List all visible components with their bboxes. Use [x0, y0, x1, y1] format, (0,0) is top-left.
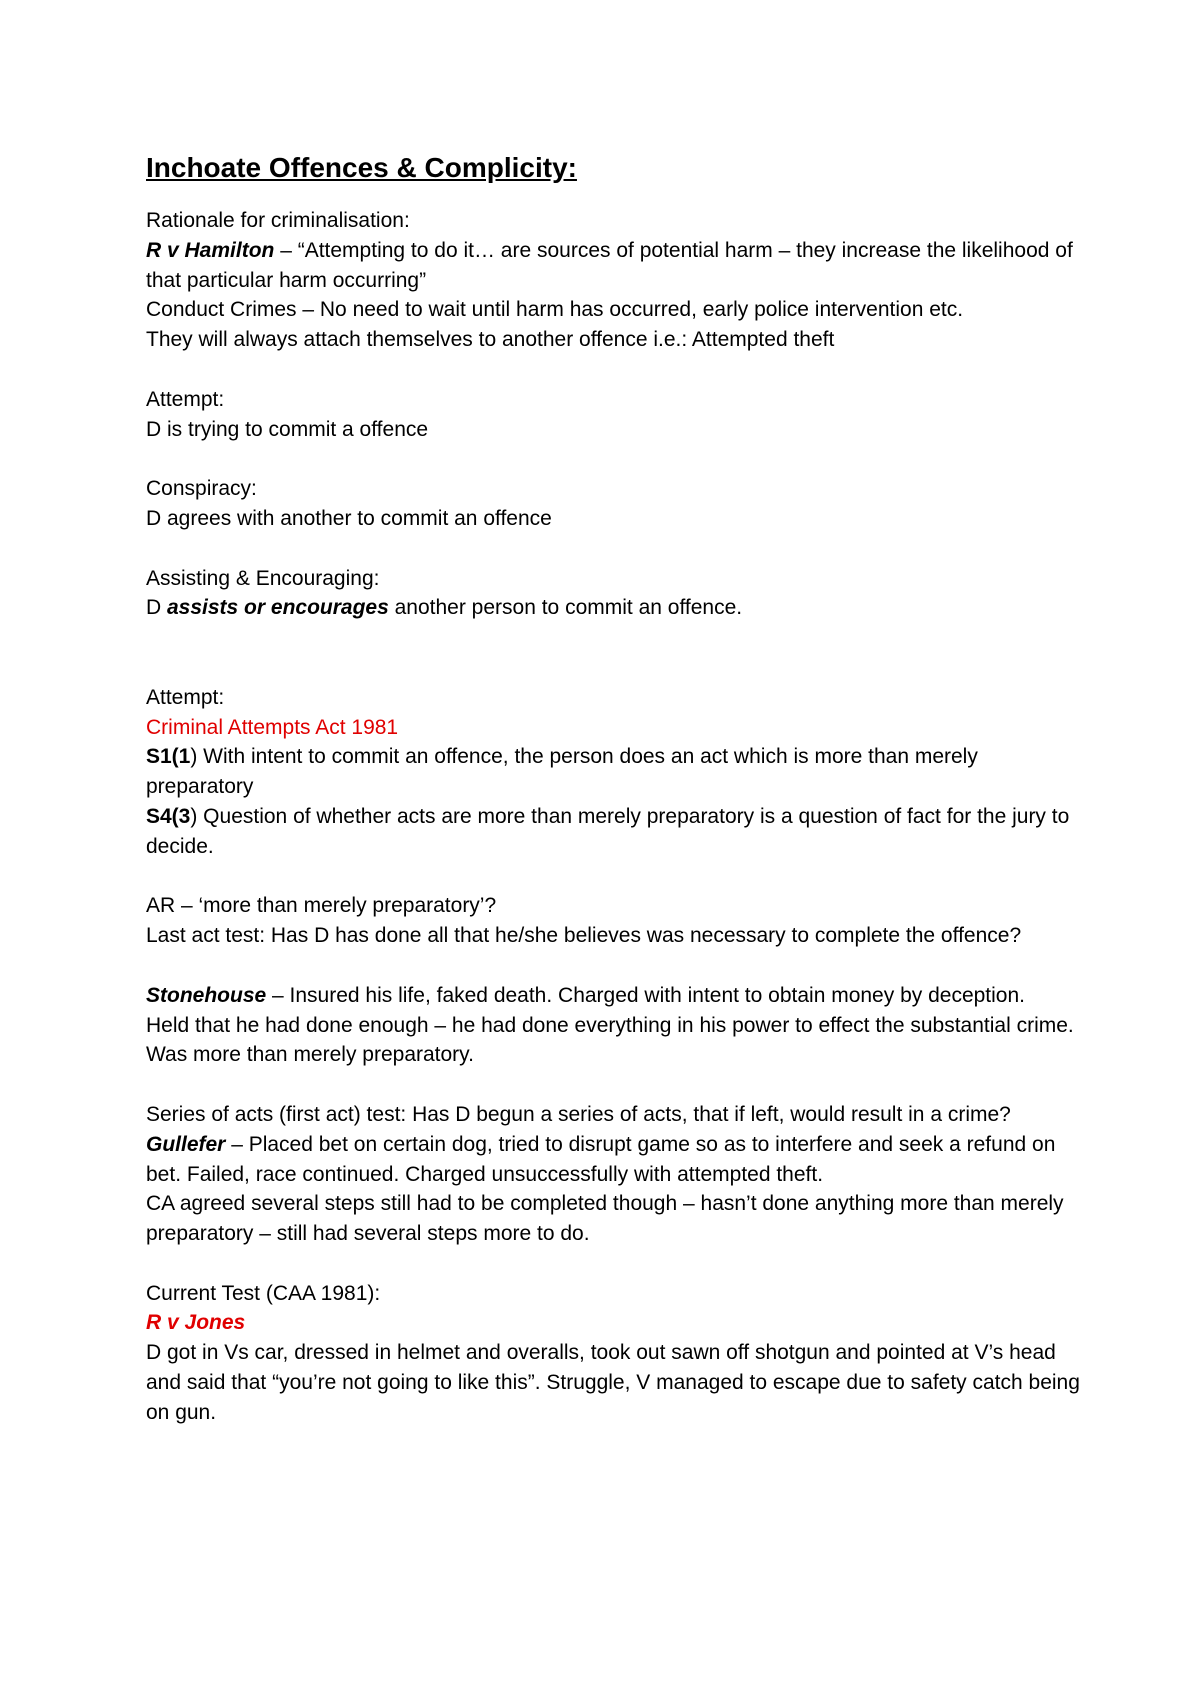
- s4-paragraph: [146, 802, 1086, 862]
- gullefer-case-name: Gullefer: [146, 1132, 226, 1156]
- jones-case-name: R v Jones: [146, 1311, 246, 1335]
- ar-heading: AR – ‘more than merely preparatory’?: [146, 894, 497, 918]
- attempt-intro-text: D is trying to commit a offence: [146, 417, 429, 441]
- assisting-heading: Assisting & Encouraging:: [146, 566, 380, 590]
- last-act-test: Last act test: Has D has done all that he/she believes was necessary to complete the offence?: [146, 924, 1022, 948]
- s1-text: ) With intent to commit an offence, the person does an act which is more than merely preparatory: [146, 745, 978, 799]
- assisting-suffix: another person to commit an offence.: [388, 596, 743, 620]
- stonehouse-case-name: Stonehouse: [146, 983, 267, 1007]
- s4-label: S4(3: [146, 804, 191, 828]
- stonehouse-paragraph: [146, 981, 1086, 1011]
- hamilton-case-name: R v Hamilton: [146, 238, 275, 262]
- document-page: [146, 150, 1086, 1428]
- s1-label: S1(1: [146, 745, 191, 769]
- conspiracy-heading: Conspiracy:: [146, 477, 257, 501]
- document-title: Inchoate Offences & Complicity:: [146, 152, 577, 183]
- attempt-heading: Attempt:: [146, 685, 225, 709]
- spacer: [146, 862, 1086, 892]
- conduct-crimes-text: Conduct Crimes – No need to wait until harm has occurred, early police intervention etc.: [146, 298, 964, 322]
- attempt-intro-heading: Attempt:: [146, 387, 225, 411]
- assisting-prefix: D: [146, 596, 167, 620]
- rationale-heading: Rationale for criminalisation:: [146, 209, 410, 232]
- spacer: [146, 444, 1086, 474]
- conspiracy-text: D agrees with another to commit an offence: [146, 506, 552, 530]
- spacer: [146, 623, 1086, 683]
- spacer: [146, 1070, 1086, 1100]
- spacer: [146, 534, 1086, 564]
- series-test: Series of acts (first act) test: Has D begun a series of acts, that if left, would result in a crime?: [146, 1102, 1011, 1126]
- spacer: [146, 951, 1086, 981]
- current-test-heading: Current Test (CAA 1981):: [146, 1281, 381, 1305]
- s4-text: ) Question of whether acts are more than merely preparatory is a question of fact for the jury to decide.: [146, 804, 1070, 858]
- s1-paragraph: [146, 742, 1086, 802]
- gullefer-text: – Placed bet on certain dog, tried to disrupt game so as to interfere and seek a refund on bet. Failed, race continued. Charged unsuccessfully with attempted theft.: [146, 1132, 1056, 1186]
- stonehouse-text: – Insured his life, faked death. Charged with intent to obtain money by deception.: [266, 983, 1025, 1007]
- assisting-paragraph: [146, 593, 1086, 623]
- act-title: Criminal Attempts Act 1981: [146, 715, 399, 739]
- gullefer-paragraph: [146, 1130, 1086, 1190]
- ca-agreed-text: CA agreed several steps still had to be completed though – hasn’t done anything more than merely preparatory – still had several steps more to do.: [146, 1192, 1064, 1246]
- spacer: [146, 355, 1086, 385]
- stonehouse-held: Held that he had done enough – he had done everything in his power to effect the substantial crime. Was more than merely preparatory.: [146, 1013, 1074, 1067]
- spacer: [146, 1249, 1086, 1279]
- jones-text: D got in Vs car, dressed in helmet and overalls, took out sawn off shotgun and pointed at V’s head and said that “you’re not going to like this”. Struggle, V managed to escape due to safety catch being on gun.: [146, 1341, 1080, 1424]
- assisting-emphasis: assists or encourages: [167, 596, 389, 620]
- attach-text: They will always attach themselves to another offence i.e.: Attempted theft: [146, 328, 835, 352]
- hamilton-text: – “Attempting to do it… are sources of potential harm – they increase the likelihood of that particular harm occurring”: [146, 238, 1073, 292]
- hamilton-paragraph: [146, 236, 1086, 296]
